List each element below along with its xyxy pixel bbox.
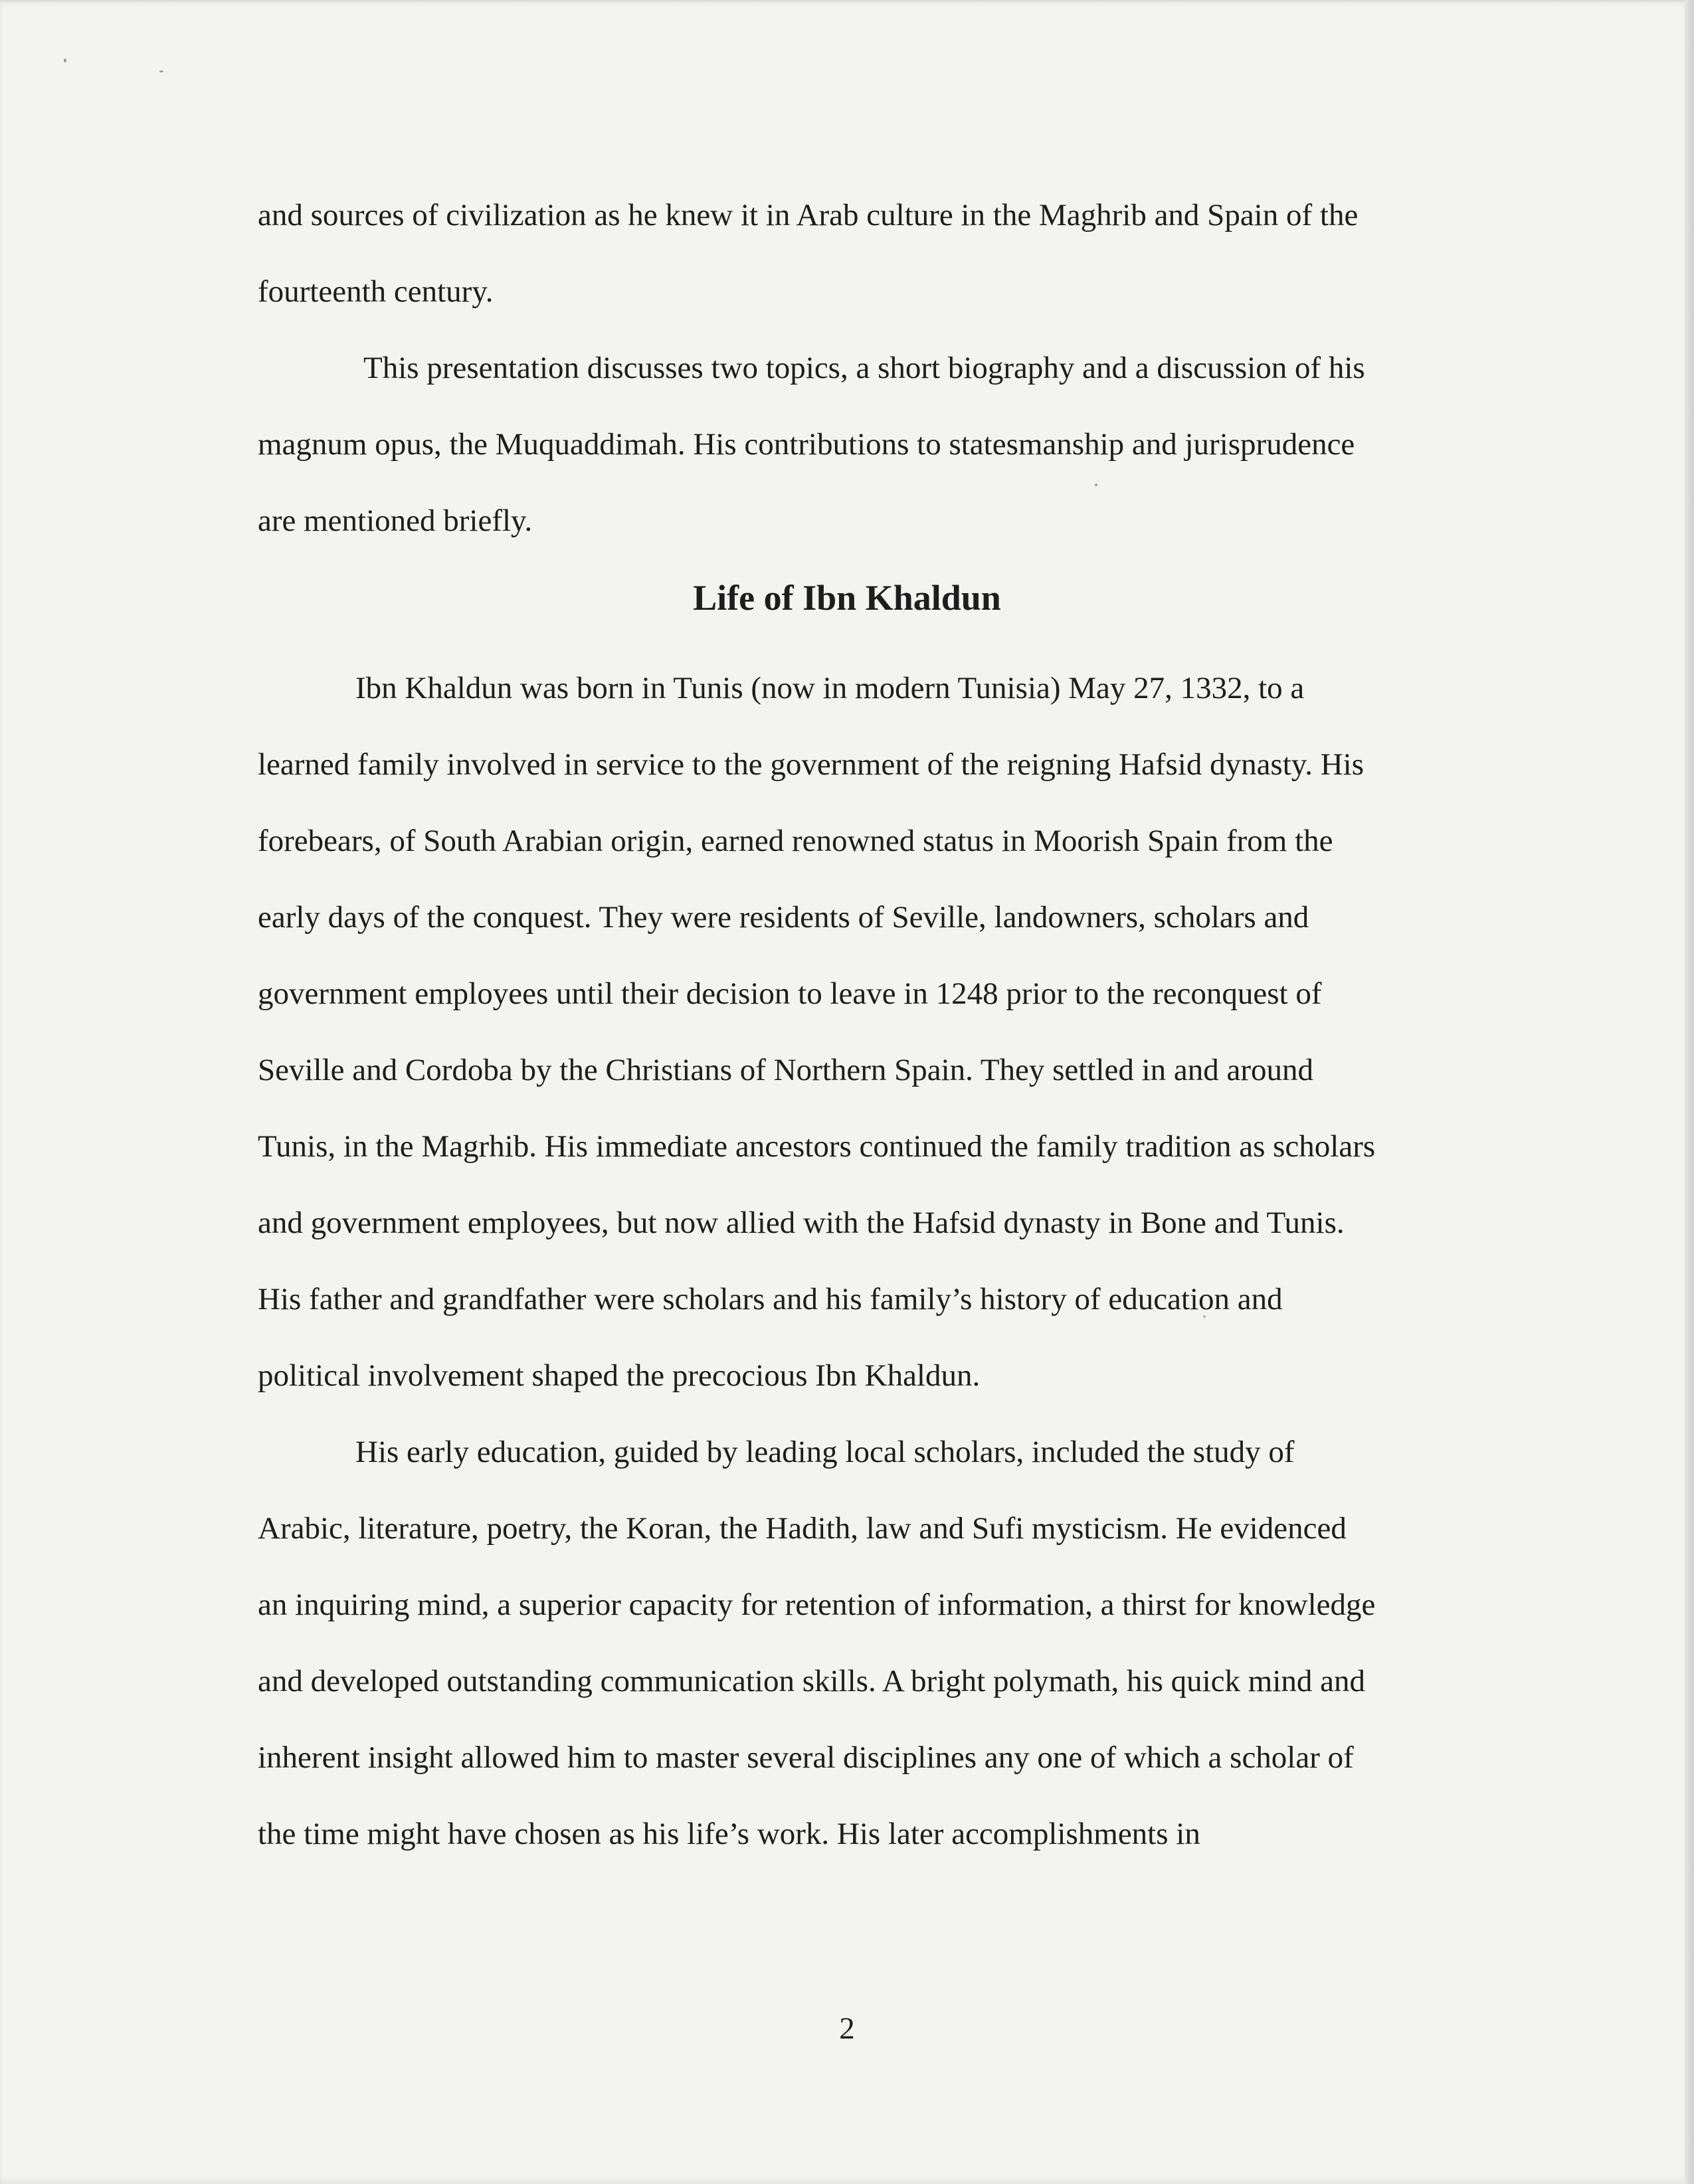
body-line: inherent insight allowed him to master several disciplines any one of which a scholar of <box>258 1740 1354 1775</box>
scan-speck <box>1095 484 1097 486</box>
section-heading: Life of Ibn Khaldun <box>693 578 1001 618</box>
body-line: Arabic, literature, poetry, the Koran, the Hadith, law and Sufi mysticism. He evidenced <box>258 1511 1347 1546</box>
body-line: Ibn Khaldun was born in Tunis (now in modern Tunisia) May 27, 1332, to a <box>355 671 1305 705</box>
body-line: This presentation discusses two topics, a short biography and a discussion of his <box>363 351 1365 385</box>
body-line: and sources of civilization as he knew it in Arab culture in the Maghrib and Spain of the <box>258 198 1359 232</box>
scan-speck <box>159 70 163 72</box>
body-line: His early education, guided by leading local scholars, included the study of <box>355 1435 1295 1469</box>
body-line: Seville and Cordoba by the Christians of Northern Spain. They settled in and around <box>258 1053 1314 1087</box>
scan-edge-right <box>1685 0 1694 2184</box>
body-line: learned family involved in service to the government of the reigning Hafsid dynasty. His <box>258 747 1365 782</box>
scan-edge-top <box>0 0 1694 4</box>
body-line: government employees until their decision to leave in 1248 prior to the reconquest of <box>258 976 1322 1011</box>
body-line: and developed outstanding communication skills. A bright polymath, his quick mind and <box>258 1664 1366 1698</box>
body-line: early days of the conquest. They were residents of Seville, landowners, scholars and <box>258 900 1309 935</box>
body-line: His father and grandfather were scholars and his family’s history of education and <box>258 1282 1283 1317</box>
body-line: magnum opus, the Muquaddimah. His contributions to statesmanship and jurisprudence <box>258 427 1355 462</box>
body-line: are mentioned briefly. <box>258 503 533 538</box>
body-line: and government employees, but now allied with the Hafsid dynasty in Bone and Tunis. <box>258 1206 1345 1240</box>
body-line: political involvement shaped the precocious Ibn Khaldun. <box>258 1358 981 1393</box>
body-line: fourteenth century. <box>258 274 494 309</box>
page-number: 2 <box>839 2011 855 2046</box>
body-line: an inquiring mind, a superior capacity for retention of information, a thirst for knowledge <box>258 1588 1376 1622</box>
body-line: Tunis, in the Magrhib. His immediate ancestors continued the family tradition as scholars <box>258 1129 1376 1164</box>
body-line: forebears, of South Arabian origin, earned renowned status in Moorish Spain from the <box>258 824 1333 858</box>
body-line: the time might have chosen as his life’s work. His later accomplishments in <box>258 1817 1200 1851</box>
scan-speck <box>64 58 66 62</box>
